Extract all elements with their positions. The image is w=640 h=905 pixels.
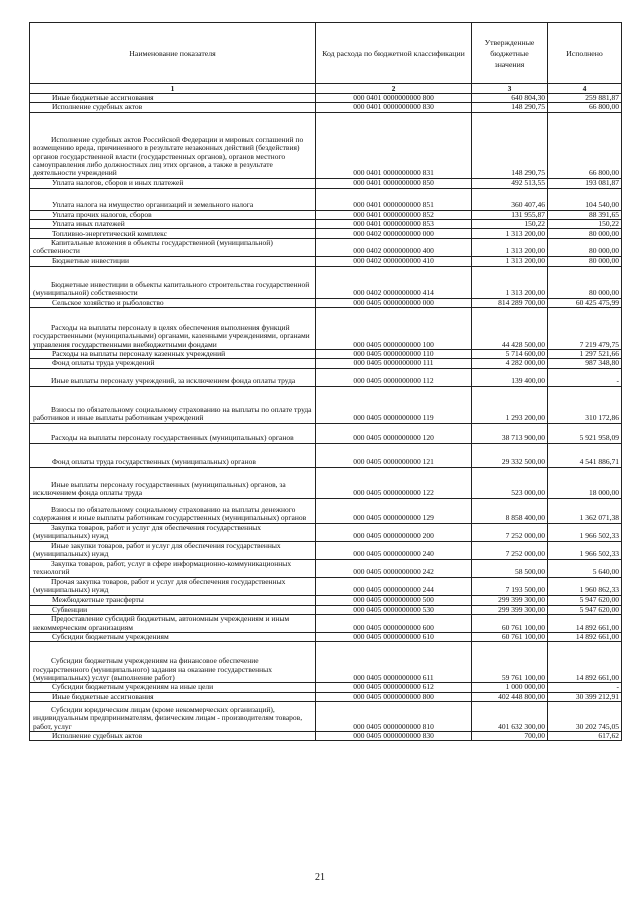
table-row bbox=[30, 595, 622, 605]
row-code: 000 0405 0000000000 240 bbox=[316, 541, 472, 559]
row-name: Прочая закупка товаров, работ и услуг для обеспечения государственных (муниципальных) нужд bbox=[30, 577, 316, 595]
row-executed: 80 000,00 bbox=[548, 239, 622, 257]
row-code: 000 0405 0000000000 111 bbox=[316, 359, 472, 368]
column-number: 3 bbox=[472, 84, 548, 94]
row-name: Субсидии юридическим лицам (кроме некоммерческих организаций), индивидуальным предпринимателям, физическим лицам - производителям товаров, работ, услуг bbox=[30, 701, 316, 731]
row-executed: 18 000,00 bbox=[548, 467, 622, 498]
row-code: 000 0405 0000000000 122 bbox=[316, 467, 472, 498]
table-row bbox=[30, 94, 622, 103]
table-row bbox=[30, 642, 622, 683]
row-code: 000 0405 0000000000 830 bbox=[316, 731, 472, 740]
row-approved: 60 761 100,00 bbox=[472, 632, 548, 641]
table-row bbox=[30, 559, 622, 577]
row-approved: 7 252 000,00 bbox=[472, 523, 548, 541]
row-code: 000 0405 0000000000 611 bbox=[316, 642, 472, 683]
row-executed: - bbox=[548, 368, 622, 386]
row-name: Сельское хозяйство и рыболовство bbox=[30, 298, 316, 307]
row-code: 000 0405 0000000000 530 bbox=[316, 605, 472, 614]
row-code: 000 0401 0000000000 830 bbox=[316, 103, 472, 112]
table-row bbox=[30, 523, 622, 541]
row-executed: 1 966 502,33 bbox=[548, 541, 622, 559]
row-name: Расходы на выплаты персоналу казенных учреждений bbox=[30, 350, 316, 359]
table-header bbox=[30, 23, 622, 94]
row-approved: 4 282 000,00 bbox=[472, 359, 548, 368]
row-approved: 492 513,55 bbox=[472, 178, 548, 188]
column-number: 2 bbox=[316, 84, 472, 94]
table-row bbox=[30, 350, 622, 359]
row-code: 000 0405 0000000000 500 bbox=[316, 595, 472, 605]
row-approved: 1 000 000,00 bbox=[472, 683, 548, 692]
row-executed: 5 640,00 bbox=[548, 559, 622, 577]
row-executed: 80 000,00 bbox=[548, 256, 622, 266]
row-approved: 59 761 100,00 bbox=[472, 642, 548, 683]
row-executed: 4 541 886,71 bbox=[548, 443, 622, 467]
row-executed: 80 000,00 bbox=[548, 266, 622, 298]
table-row bbox=[30, 239, 622, 257]
row-executed: 14 892 661,00 bbox=[548, 614, 622, 632]
row-approved: 139 400,00 bbox=[472, 368, 548, 386]
row-executed: 60 425 475,99 bbox=[548, 298, 622, 307]
row-name: Закупка товаров, работ, услуг в сфере информационно-коммуникационных технологий bbox=[30, 559, 316, 577]
table-row bbox=[30, 731, 622, 740]
table-row bbox=[30, 219, 622, 228]
table-row bbox=[30, 632, 622, 641]
row-approved: 1 313 200,00 bbox=[472, 256, 548, 266]
row-approved: 148 290,75 bbox=[472, 112, 548, 178]
row-executed: 1 966 502,33 bbox=[548, 523, 622, 541]
row-code: 000 0405 0000000000 129 bbox=[316, 498, 472, 523]
row-name: Иные бюджетные ассигнования bbox=[30, 692, 316, 701]
row-name: Межбюджетные трансферты bbox=[30, 595, 316, 605]
table-row bbox=[30, 541, 622, 559]
row-name: Субсидии бюджетным учреждениям bbox=[30, 632, 316, 641]
row-code: 000 0401 0000000000 831 bbox=[316, 112, 472, 178]
row-executed: 30 399 212,91 bbox=[548, 692, 622, 701]
row-code: 000 0401 0000000000 850 bbox=[316, 178, 472, 188]
row-approved: 1 313 200,00 bbox=[472, 239, 548, 257]
header-executed: Исполнено bbox=[548, 23, 622, 84]
table-body bbox=[30, 94, 622, 741]
row-code: 000 0405 0000000000 600 bbox=[316, 614, 472, 632]
header-name: Наименование показателя bbox=[30, 23, 316, 84]
table-row bbox=[30, 298, 622, 307]
row-executed: - bbox=[548, 683, 622, 692]
table-row bbox=[30, 229, 622, 239]
row-approved: 1 313 200,00 bbox=[472, 229, 548, 239]
row-code: 000 0401 0000000000 800 bbox=[316, 94, 472, 103]
row-executed: 66 800,00 bbox=[548, 103, 622, 112]
row-executed: 193 081,87 bbox=[548, 178, 622, 188]
row-code: 000 0405 0000000000 610 bbox=[316, 632, 472, 641]
row-code: 000 0402 0000000000 410 bbox=[316, 256, 472, 266]
row-name: Фонд оплаты труда учреждений bbox=[30, 359, 316, 368]
row-executed: 5 921 958,09 bbox=[548, 423, 622, 443]
row-name: Бюджетные инвестиции в объекты капитального строительства государственной (муниципальной) собственности bbox=[30, 266, 316, 298]
row-name: Иные выплаты персоналу учреждений, за исключением фонда оплаты труда bbox=[30, 368, 316, 386]
header-code: Код расхода по бюджетной классификации bbox=[316, 23, 472, 84]
row-approved: 150,22 bbox=[472, 219, 548, 228]
row-name: Расходы на выплаты персоналу в целях обеспечения выполнения функций государственными (муниципальными) органами, казенными учреждениями, органами управления государственными внебюджетными фондами bbox=[30, 308, 316, 350]
row-name: Взносы по обязательному социальному страхованию на выплаты денежного содержания и иные выплаты работникам государственных (муниципальных) органов bbox=[30, 498, 316, 523]
row-name: Уплата налога на имущество организаций и земельного налога bbox=[30, 188, 316, 210]
row-approved: 814 289 700,00 bbox=[472, 298, 548, 307]
column-number: 4 bbox=[548, 84, 622, 94]
table-row bbox=[30, 368, 622, 386]
row-approved: 7 193 500,00 bbox=[472, 577, 548, 595]
row-name: Уплата налогов, сборов и иных платежей bbox=[30, 178, 316, 188]
table-row bbox=[30, 577, 622, 595]
row-code: 000 0402 0000000000 000 bbox=[316, 229, 472, 239]
row-name: Исполнение судебных актов Российской Федерации и мировых соглашений по возмещению вреда, причиненного в результате незаконных действий (бездействия) органов государственной власти (государственных органов), органов местного самоуправления либо должностных лиц этих органов, а также в результате деятельности учреждений bbox=[30, 112, 316, 178]
row-approved: 299 399 300,00 bbox=[472, 595, 548, 605]
row-executed: 88 391,65 bbox=[548, 210, 622, 219]
row-name: Топливно-энергетический комплекс bbox=[30, 229, 316, 239]
row-executed: 104 540,00 bbox=[548, 188, 622, 210]
row-executed: 66 800,00 bbox=[548, 112, 622, 178]
row-name: Капитальные вложения в объекты государственной (муниципальной) собственности bbox=[30, 239, 316, 257]
row-executed: 5 947 620,00 bbox=[548, 595, 622, 605]
row-executed: 987 348,80 bbox=[548, 359, 622, 368]
table-row bbox=[30, 498, 622, 523]
row-approved: 299 399 300,00 bbox=[472, 605, 548, 614]
row-code: 000 0405 0000000000 121 bbox=[316, 443, 472, 467]
row-executed: 80 000,00 bbox=[548, 229, 622, 239]
table-row bbox=[30, 614, 622, 632]
row-code: 000 0405 0000000000 810 bbox=[316, 701, 472, 731]
table-row bbox=[30, 112, 622, 178]
row-executed: 30 202 745,05 bbox=[548, 701, 622, 731]
row-code: 000 0401 0000000000 853 bbox=[316, 219, 472, 228]
table-row bbox=[30, 443, 622, 467]
row-executed: 1 960 862,33 bbox=[548, 577, 622, 595]
row-approved: 360 407,46 bbox=[472, 188, 548, 210]
row-name: Уплата иных платежей bbox=[30, 219, 316, 228]
row-code: 000 0405 0000000000 110 bbox=[316, 350, 472, 359]
row-code: 000 0405 0000000000 120 bbox=[316, 423, 472, 443]
table-row bbox=[30, 359, 622, 368]
table-row bbox=[30, 178, 622, 188]
row-code: 000 0405 0000000000 100 bbox=[316, 308, 472, 350]
table-row bbox=[30, 103, 622, 112]
row-name: Иные бюджетные ассигнования bbox=[30, 94, 316, 103]
row-name: Предоставление субсидий бюджетным, автономным учреждениям и иным некоммерческим организациям bbox=[30, 614, 316, 632]
row-approved: 38 713 900,00 bbox=[472, 423, 548, 443]
row-executed: 14 892 661,00 bbox=[548, 642, 622, 683]
row-executed: 5 947 620,00 bbox=[548, 605, 622, 614]
row-code: 000 0405 0000000000 000 bbox=[316, 298, 472, 307]
row-name: Бюджетные инвестиции bbox=[30, 256, 316, 266]
row-code: 000 0405 0000000000 244 bbox=[316, 577, 472, 595]
table-row bbox=[30, 701, 622, 731]
page-number: 21 bbox=[315, 872, 325, 883]
row-executed: 14 892 661,00 bbox=[548, 632, 622, 641]
row-approved: 131 955,87 bbox=[472, 210, 548, 219]
table-row bbox=[30, 266, 622, 298]
row-name: Субсидии бюджетным учреждениям на иные цели bbox=[30, 683, 316, 692]
row-code: 000 0405 0000000000 612 bbox=[316, 683, 472, 692]
row-executed: 7 219 479,75 bbox=[548, 308, 622, 350]
row-name: Взносы по обязательному социальному страхованию на выплаты по оплате труда работников и иные выплаты работникам учреждений bbox=[30, 386, 316, 423]
row-code: 000 0405 0000000000 800 bbox=[316, 692, 472, 701]
table-row bbox=[30, 386, 622, 423]
row-code: 000 0405 0000000000 112 bbox=[316, 368, 472, 386]
row-code: 000 0405 0000000000 200 bbox=[316, 523, 472, 541]
row-name: Фонд оплаты труда государственных (муниципальных) органов bbox=[30, 443, 316, 467]
row-approved: 8 858 400,00 bbox=[472, 498, 548, 523]
row-code: 000 0401 0000000000 851 bbox=[316, 188, 472, 210]
table-row bbox=[30, 605, 622, 614]
row-approved: 44 428 500,00 bbox=[472, 308, 548, 350]
table-row bbox=[30, 256, 622, 266]
row-name: Уплата прочих налогов, сборов bbox=[30, 210, 316, 219]
row-name: Субвенции bbox=[30, 605, 316, 614]
row-name: Иные выплаты персоналу государственных (муниципальных) органов, за исключением фонда оплаты труда bbox=[30, 467, 316, 498]
row-approved: 58 500,00 bbox=[472, 559, 548, 577]
budget-table-sheet bbox=[29, 22, 621, 741]
table-row bbox=[30, 210, 622, 219]
table-row bbox=[30, 467, 622, 498]
row-name: Исполнение судебных актов bbox=[30, 103, 316, 112]
row-code: 000 0402 0000000000 400 bbox=[316, 239, 472, 257]
header-approved: Утвержденные бюджетные значения bbox=[472, 23, 548, 84]
column-number: 1 bbox=[30, 84, 316, 94]
row-executed: 1 362 071,38 bbox=[548, 498, 622, 523]
row-name: Субсидии бюджетным учреждениям на финансовое обеспечение государственного (муниципального) задания на оказание государственных (муниципальных) услуг (выполнение работ) bbox=[30, 642, 316, 683]
row-executed: 150,22 bbox=[548, 219, 622, 228]
row-approved: 60 761 100,00 bbox=[472, 614, 548, 632]
table-row bbox=[30, 683, 622, 692]
row-approved: 700,00 bbox=[472, 731, 548, 740]
row-code: 000 0402 0000000000 414 bbox=[316, 266, 472, 298]
row-name: Расходы на выплаты персоналу государственных (муниципальных) органов bbox=[30, 423, 316, 443]
row-name: Закупка товаров, работ и услуг для обеспечения государственных (муниципальных) нужд bbox=[30, 523, 316, 541]
row-code: 000 0401 0000000000 852 bbox=[316, 210, 472, 219]
row-approved: 1 293 200,00 bbox=[472, 386, 548, 423]
row-code: 000 0405 0000000000 242 bbox=[316, 559, 472, 577]
row-approved: 640 804,30 bbox=[472, 94, 548, 103]
row-name: Иные закупки товаров, работ и услуг для обеспечения государственных (муниципальных) нужд bbox=[30, 541, 316, 559]
row-approved: 7 252 000,00 bbox=[472, 541, 548, 559]
row-executed: 259 881,87 bbox=[548, 94, 622, 103]
table-row bbox=[30, 423, 622, 443]
table-row bbox=[30, 692, 622, 701]
table-row bbox=[30, 308, 622, 350]
row-code: 000 0405 0000000000 119 bbox=[316, 386, 472, 423]
budget-execution-table bbox=[29, 22, 622, 741]
row-approved: 523 000,00 bbox=[472, 467, 548, 498]
row-approved: 401 632 300,00 bbox=[472, 701, 548, 731]
row-approved: 402 448 800,00 bbox=[472, 692, 548, 701]
row-name: Исполнение судебных актов bbox=[30, 731, 316, 740]
row-approved: 148 290,75 bbox=[472, 103, 548, 112]
row-executed: 617,62 bbox=[548, 731, 622, 740]
row-approved: 29 332 500,00 bbox=[472, 443, 548, 467]
row-approved: 1 313 200,00 bbox=[472, 266, 548, 298]
row-executed: 310 172,86 bbox=[548, 386, 622, 423]
table-row bbox=[30, 188, 622, 210]
row-approved: 5 714 600,00 bbox=[472, 350, 548, 359]
row-executed: 1 297 521,66 bbox=[548, 350, 622, 359]
